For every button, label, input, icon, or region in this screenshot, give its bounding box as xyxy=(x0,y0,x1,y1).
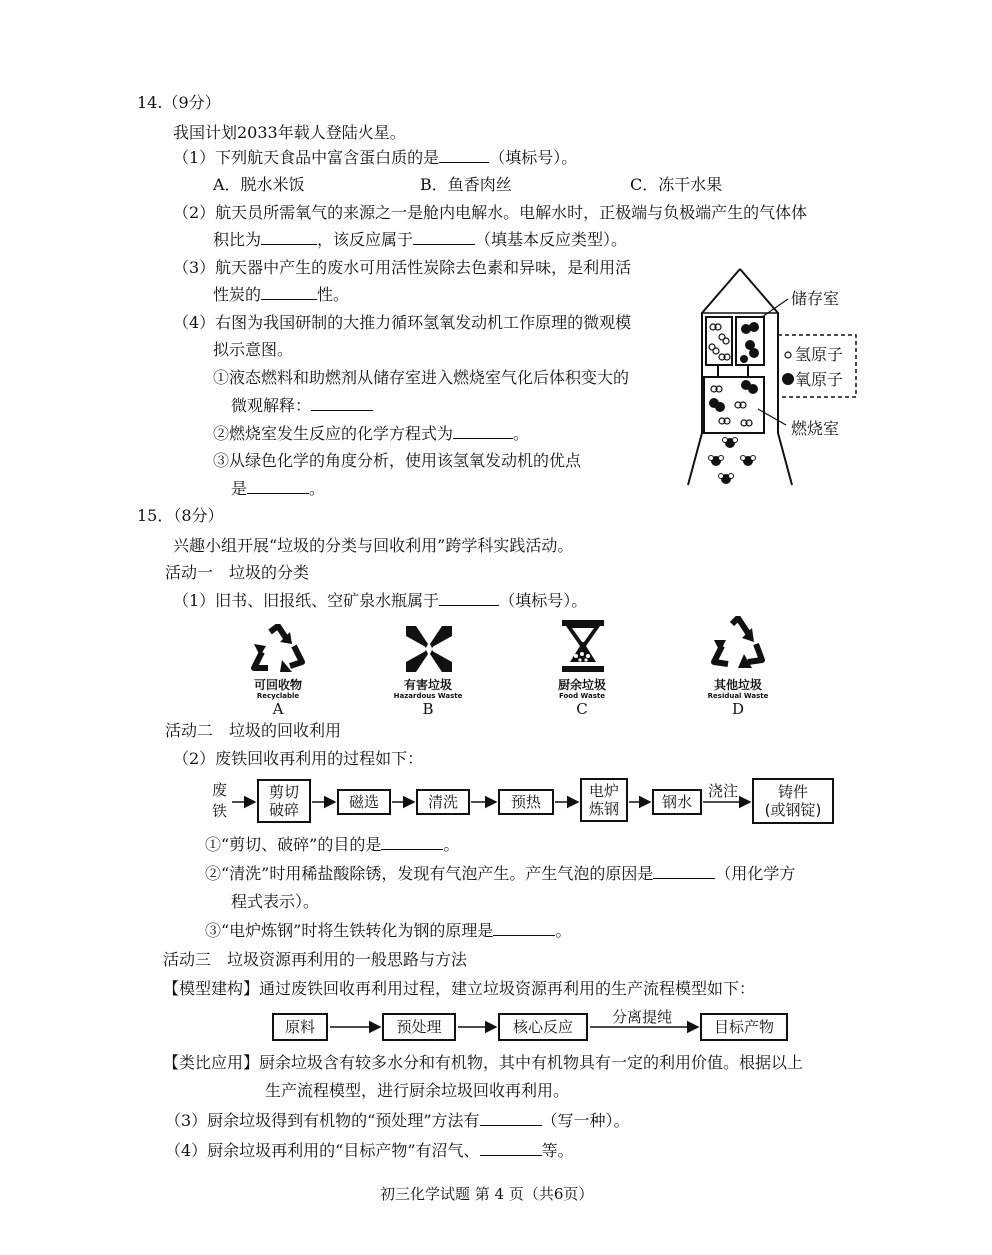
q15-intro: 兴趣小组开展“垃圾的分类与回收利用”跨学科实践活动。 xyxy=(173,536,574,555)
answer-blank[interactable] xyxy=(261,284,317,300)
q15-part1 xyxy=(173,590,587,612)
answer-blank[interactable] xyxy=(439,147,489,163)
flow1-arrows xyxy=(230,790,760,816)
q14-s1-text: 微观解释： xyxy=(231,396,312,415)
q15-s3-end: 。 xyxy=(555,921,572,940)
analogy-line2: 生产流程模型，进行厨余垃圾回收再利用。 xyxy=(265,1081,570,1100)
q14-sub3-line2 xyxy=(231,478,325,500)
q14-s3-end: 。 xyxy=(309,479,326,498)
answer-blank[interactable] xyxy=(439,590,499,606)
q14-heading: 14.（9分） xyxy=(137,93,221,112)
q14-part3-line1: （3）航天器中产生的废水可用活性炭除去色素和异味，是利用活 xyxy=(173,258,632,277)
bin-cn-label: 厨余垃圾 xyxy=(557,678,606,692)
answer-blank[interactable] xyxy=(261,229,317,245)
bin-letter: C xyxy=(576,700,588,718)
q14-part3-line2 xyxy=(213,284,349,306)
answer-blank[interactable] xyxy=(311,395,373,411)
q15-sub3 xyxy=(205,920,571,942)
bin-cn-label: 其他垃圾 xyxy=(713,678,762,692)
q14-sub3-line1: ③从绿色化学的角度分析，使用该氢氧发动机的优点 xyxy=(213,451,582,470)
answer-blank[interactable] xyxy=(453,423,513,439)
flow1-start-1: 废 xyxy=(212,781,228,799)
page-footer: 初三化学试题 第 4 页（共6页） xyxy=(380,1185,594,1203)
flow1-start-2: 铁 xyxy=(212,802,228,820)
q15-p3-end: （写一种）。 xyxy=(541,1111,630,1130)
hazardous-icon xyxy=(402,622,456,676)
combustion-label: 燃烧室 xyxy=(791,419,840,438)
q14-part4-line2: 拟示意图。 xyxy=(213,340,294,359)
flow1-b7-line2: (或钢锭) xyxy=(764,801,822,819)
q15-heading: 15．（8分） xyxy=(137,506,224,525)
bin-en-label: Hazardous Waste xyxy=(393,692,463,700)
food-waste-icon xyxy=(556,618,610,674)
q15-p1-end: （填标号）。 xyxy=(499,591,588,610)
bin-en-label: Recyclable xyxy=(256,692,300,700)
q14-p2-text2: ，该反应属于 xyxy=(317,230,414,249)
flow2-core-reaction: 核心反应 xyxy=(498,1013,588,1041)
q14-part2-line1: （2）航天员所需氧气的来源之一是舱内电解水。电解水时，正极端与负极端产生的气体体 xyxy=(173,203,808,222)
activity2-title: 活动二 垃圾的回收利用 xyxy=(165,721,342,740)
activity3-title: 活动三 垃圾资源再利用的一般思路与方法 xyxy=(163,950,468,969)
q14-p1-text: （1）下列航天食品中富含蛋白质的是 xyxy=(173,148,440,167)
q14-p3-text2: 性。 xyxy=(317,285,350,304)
bin-hazardous xyxy=(378,678,478,717)
q14-part2-line2 xyxy=(213,229,627,251)
q14-part4-line1: （4）右图为我国研制的大推力循环氢氧发动机工作原理的微观模 xyxy=(173,313,632,332)
recycle-icon xyxy=(248,624,308,676)
flow1-b1-line1: 剪切 xyxy=(268,783,299,801)
bin-residual xyxy=(688,678,788,717)
q15-s3-text: ③“电炉炼钢”时将生铁转化为钢的原理是 xyxy=(205,921,494,940)
bin-letter: A xyxy=(272,700,284,718)
q14-s2-end: 。 xyxy=(513,424,530,443)
q15-part4 xyxy=(165,1140,574,1162)
q15-s1-text: ①“剪切、破碎”的目的是 xyxy=(205,835,382,854)
answer-blank[interactable] xyxy=(381,834,443,850)
storage-label: 储存室 xyxy=(791,289,840,308)
q15-p4-text: （4）厨余垃圾再利用的“目标产物”有沼气、 xyxy=(165,1141,480,1160)
flow2-separate-label: 分离提纯 xyxy=(612,1008,673,1026)
option-c: C．冻干水果 xyxy=(630,175,723,194)
q15-s2-end: （用化学方 xyxy=(715,864,796,883)
q14-intro: 我国计划2033年载人登陆火星。 xyxy=(173,123,406,142)
model-building: 【模型建构】通过废铁回收再利用过程，建立垃圾资源再利用的生产流程模型如下： xyxy=(163,979,756,998)
q15-sub2-line2: 程式表示）。 xyxy=(231,892,320,911)
q14-p1-end: （填标号）。 xyxy=(489,148,578,167)
option-a: A．脱水米饭 xyxy=(213,175,305,194)
flow2-target: 目标产物 xyxy=(700,1013,788,1041)
flow1-preheat: 预热 xyxy=(498,789,554,815)
answer-blank[interactable] xyxy=(480,1140,542,1156)
flow2-pretreat: 预处理 xyxy=(382,1013,456,1041)
bin-letter: D xyxy=(731,700,745,718)
bin-recyclable xyxy=(228,678,328,717)
activity1-title: 活动一 垃圾的分类 xyxy=(165,563,310,582)
bin-en-label: Residual Waste xyxy=(707,692,769,700)
q15-p3-text: （3）厨余垃圾得到有机物的“预处理”方法有 xyxy=(165,1111,480,1130)
legend-hydrogen: 氢原子 xyxy=(795,345,844,364)
q15-s2-text: ②“清洗”时用稀盐酸除锈，发现有气泡产生。产生气泡的原因是 xyxy=(205,864,654,883)
flow1-magnetic: 磁选 xyxy=(337,789,391,815)
q14-p2-text3: （填基本反应类型）。 xyxy=(475,230,628,249)
q14-p2-text1: 积比为 xyxy=(213,230,262,249)
residual-waste-icon xyxy=(708,616,768,672)
bin-cn-label: 可回收物 xyxy=(253,678,302,692)
bin-letter: B xyxy=(422,700,434,718)
q15-part2: （2）废铁回收再利用的过程如下： xyxy=(173,749,424,768)
q14-sub1-line2 xyxy=(231,395,373,417)
answer-blank[interactable] xyxy=(247,478,309,494)
flow1-b5-line2: 炼钢 xyxy=(588,800,619,818)
bin-cn-label: 有害垃圾 xyxy=(403,678,452,692)
q15-sub1 xyxy=(205,834,459,856)
q14-sub2 xyxy=(213,423,529,445)
q15-s1-end: 。 xyxy=(443,835,460,854)
flow1-b5-line1: 电炉 xyxy=(588,782,619,800)
q15-p4-end: 等。 xyxy=(541,1141,574,1160)
q14-s2-text: ②燃烧室发生反应的化学方程式为 xyxy=(213,424,454,443)
flow1-pour-label: 浇注 xyxy=(708,782,739,800)
q15-part3 xyxy=(165,1110,630,1132)
bin-food xyxy=(532,678,632,717)
analogy-line1: 【类比应用】厨余垃圾含有较多水分和有机物，其中有机物具有一定的利用价值。根据以上 xyxy=(163,1053,804,1072)
flow2-arrows xyxy=(328,1016,708,1038)
flow1-casting xyxy=(752,778,834,824)
q14-part1 xyxy=(173,147,577,169)
flow1-b7-line1: 铸件 xyxy=(777,783,808,801)
q14-s3-text1: 是 xyxy=(231,479,248,498)
legend-oxygen: 氧原子 xyxy=(795,370,844,389)
answer-blank[interactable] xyxy=(493,920,555,936)
q14-sub1-line1: ①液态燃料和助燃剂从储存室进入燃烧室气化后体积变大的 xyxy=(213,368,630,387)
bin-en-label: Food Waste xyxy=(558,692,606,700)
answer-blank[interactable] xyxy=(653,863,715,879)
option-b: B．鱼香肉丝 xyxy=(420,175,512,194)
flow1-wash: 清洗 xyxy=(416,789,470,815)
answer-blank[interactable] xyxy=(480,1110,542,1126)
q15-sub2-line1 xyxy=(205,863,795,885)
answer-blank[interactable] xyxy=(413,229,475,245)
flow1-b1-line2: 破碎 xyxy=(268,801,299,819)
flow2-raw: 原料 xyxy=(272,1013,328,1041)
q14-p3-text1: 性炭的 xyxy=(213,285,262,304)
q15-p1-text: （1）旧书、旧报纸、空矿泉水瓶属于 xyxy=(173,591,440,610)
flow1-molten-steel: 钢水 xyxy=(652,789,702,815)
